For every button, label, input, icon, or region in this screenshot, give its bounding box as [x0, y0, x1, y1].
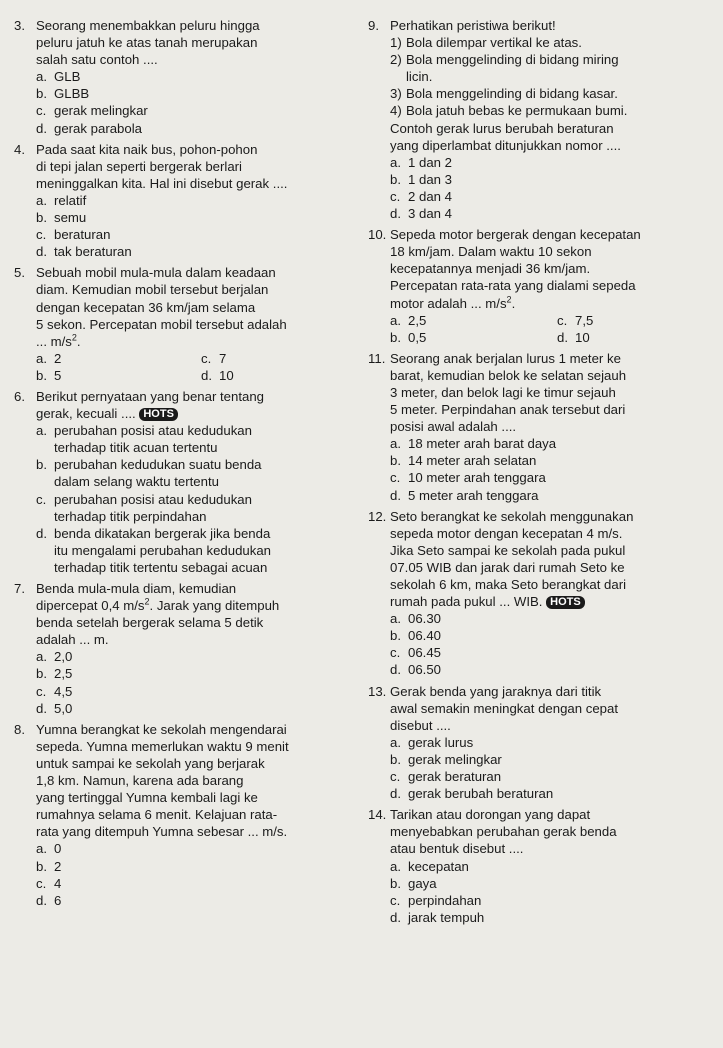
question-line: peluru jatuh ke atas tanah merupakan — [36, 35, 258, 51]
option-key: b. — [390, 751, 401, 767]
option-c[interactable] — [390, 644, 714, 661]
option-text: 1 dan 3 — [408, 171, 452, 187]
option-line: dalam selang waktu tertentu — [54, 474, 219, 490]
question-11 — [368, 350, 714, 504]
question-line: salah satu contoh .... — [36, 52, 158, 68]
options — [36, 68, 356, 136]
question-number: 14. — [368, 807, 387, 823]
option-key: b. — [390, 171, 401, 187]
options — [390, 734, 714, 802]
option-key: a. — [36, 841, 47, 857]
question-14 — [368, 806, 714, 926]
option-key: a. — [390, 858, 401, 874]
option-a[interactable] — [390, 610, 714, 627]
option-text: perpindahan — [408, 892, 482, 908]
option-c[interactable] — [36, 875, 356, 892]
option-b[interactable] — [36, 456, 356, 490]
question-number: 10. — [368, 227, 387, 243]
option-key: d. — [390, 206, 401, 222]
question-line: di tepi jalan seperti bergerak berlari — [36, 158, 242, 174]
question-number: 4. — [14, 141, 25, 157]
option-c[interactable] — [36, 226, 356, 243]
question-line: sepeda motor dengan kecepatan 4 m/s. — [390, 525, 623, 541]
option-key: b. — [36, 666, 47, 682]
question-number: 7. — [14, 581, 25, 596]
option-b[interactable] — [390, 875, 714, 892]
option-text: 7 — [219, 350, 227, 366]
option-d[interactable] — [36, 525, 356, 576]
question-line: awal semakin meningkat dengan cepat — [390, 700, 618, 716]
option-text: tak beraturan — [54, 244, 132, 260]
question-line: Sepeda motor bergerak dengan kecepatan — [390, 227, 641, 243]
question-3 — [14, 17, 356, 137]
option-b[interactable] — [36, 367, 191, 384]
option-text: gaya — [408, 875, 437, 891]
question-number: 12. — [368, 508, 387, 524]
option-b[interactable] — [390, 329, 547, 346]
question-line — [36, 333, 356, 350]
question-line: sepeda. Yumna memerlukan waktu 9 menit — [36, 738, 289, 754]
question-line: Yumna berangkat ke sekolah mengendarai — [36, 721, 287, 737]
options — [36, 192, 356, 260]
option-key: a. — [390, 154, 401, 170]
statement — [390, 51, 714, 85]
option-text: 0,5 — [408, 329, 427, 345]
option-text: 2 — [54, 858, 62, 874]
question-line — [390, 295, 714, 312]
question-text — [390, 350, 714, 435]
question-line: 18 km/jam. Dalam waktu 10 sekon — [390, 244, 592, 260]
option-text — [54, 491, 356, 525]
question-line: benda setelah bergerak selama 5 detik — [36, 615, 264, 631]
hots-badge: HOTS — [139, 408, 178, 421]
option-text: 2 — [54, 350, 62, 366]
question-line: menyebabkan perubahan gerak benda — [390, 824, 617, 840]
text-fragment: . — [511, 295, 516, 311]
options — [36, 840, 356, 908]
option-key: d. — [390, 786, 401, 802]
option-key: a. — [390, 734, 401, 750]
options — [390, 154, 714, 222]
question-line: dengan kecepatan 36 km/jam selama — [36, 299, 256, 315]
question-text — [390, 683, 714, 734]
statement-key: 2) — [390, 52, 402, 68]
option-line: terhadap titik tertentu sebagai acuan — [54, 559, 268, 575]
option-key: c. — [557, 312, 568, 328]
question-line — [36, 405, 356, 422]
option-line: terhadap titik acuan tertentu — [54, 440, 218, 456]
question-line: Benda mula-mula diam, kemudian — [36, 581, 237, 596]
option-line: terhadap titik perpindahan — [54, 508, 207, 524]
question-line: adalah ... m. — [36, 632, 109, 648]
option-key: a. — [390, 436, 401, 452]
option-text: jarak tempuh — [408, 909, 485, 925]
option-key: a. — [36, 69, 47, 85]
option-key: b. — [390, 329, 401, 345]
option-text: 7,5 — [575, 312, 594, 328]
question-text — [36, 388, 356, 422]
question-text — [390, 226, 714, 311]
option-key: c. — [36, 103, 47, 119]
question-text — [390, 806, 714, 857]
options — [36, 350, 356, 384]
option-text: gerak parabola — [54, 120, 142, 136]
question-line: rumahnya selama 6 menit. Kelajuan rata- — [36, 807, 278, 823]
question-line: sekolah 6 km, maka Seto berangkat dari — [390, 577, 627, 592]
option-key: c. — [201, 350, 212, 366]
question-text — [36, 580, 356, 648]
question-line: Contoh gerak lurus berubah beraturan — [390, 120, 614, 136]
question-number: 11. — [368, 350, 386, 366]
statement-line: Bola menggelinding di bidang miring — [406, 52, 619, 68]
option-text: semu — [54, 210, 87, 226]
statement-line: licin. — [406, 69, 433, 85]
question-text — [36, 17, 356, 68]
question-line: Pada saat kita naik bus, pohon-pohon — [36, 141, 258, 157]
question-line: 3 meter, dan belok lagi ke timur sejauh — [390, 384, 616, 400]
question-line: diam. Kemudian mobil tersebut berjalan — [36, 282, 269, 298]
question-line — [36, 597, 356, 614]
option-text: 0 — [54, 841, 62, 857]
statement — [390, 85, 714, 102]
statement-key: 1) — [390, 35, 402, 51]
options — [390, 858, 714, 926]
superscript: 2 — [506, 294, 512, 305]
option-key: d. — [36, 244, 47, 260]
option-key: d. — [201, 367, 212, 383]
option-b[interactable] — [36, 85, 356, 102]
option-b[interactable] — [36, 665, 356, 682]
option-a[interactable] — [36, 68, 356, 85]
option-b[interactable] — [36, 858, 356, 875]
option-text: beraturan — [54, 227, 111, 243]
question-number: 6. — [14, 388, 25, 404]
option-a[interactable] — [36, 192, 356, 209]
question-text — [390, 120, 714, 154]
text-fragment: rumah pada pukul ... WIB. — [390, 594, 543, 610]
question-line: Percepatan rata-rata yang dialami sepeda — [390, 278, 636, 294]
statement — [390, 34, 714, 51]
option-key: b. — [390, 453, 401, 469]
question-line: yang diperlambat ditunjukkan nomor .... — [390, 137, 621, 153]
option-text: kecepatan — [408, 858, 469, 874]
question-line: 5 sekon. Percepatan mobil tersebut adalah — [36, 316, 287, 332]
option-a[interactable] — [390, 154, 714, 171]
question-line: untuk sampai ke sekolah yang berjarak — [36, 755, 265, 771]
statement-text — [406, 51, 714, 85]
option-text: gerak melingkar — [54, 103, 148, 119]
option-text: 5,0 — [54, 700, 73, 716]
option-d[interactable] — [36, 120, 356, 137]
text-fragment: ... m/s — [36, 333, 72, 349]
question-line: Seto berangkat ke sekolah menggunakan — [390, 508, 634, 524]
question-text — [36, 141, 356, 192]
question-line: yang tertinggal Yumna kembali lagi ke — [36, 790, 258, 806]
question-line: kecepatannya menjadi 36 km/jam. — [390, 261, 591, 277]
option-text: 5 — [54, 367, 62, 383]
question-13 — [368, 683, 714, 803]
option-text: 2,5 — [408, 312, 427, 328]
option-c[interactable] — [390, 188, 714, 205]
option-line: perubahan kedudukan suatu benda — [54, 457, 262, 473]
option-text: 3 dan 4 — [408, 206, 452, 222]
question-line — [390, 593, 714, 610]
question-6 — [14, 388, 356, 576]
option-line: perubahan posisi atau kedudukan — [54, 491, 252, 507]
option-key: c. — [36, 683, 47, 699]
option-text: 4,5 — [54, 683, 73, 699]
question-line: disebut .... — [390, 717, 451, 733]
option-d[interactable] — [36, 700, 356, 717]
option-text: GLBB — [54, 86, 90, 102]
option-key: a. — [36, 649, 47, 665]
option-text: 4 — [54, 875, 62, 891]
option-key: c. — [390, 470, 401, 486]
question-7 — [14, 580, 356, 717]
question-line: Perhatikan peristiwa berikut! — [390, 18, 556, 33]
text-fragment: . — [76, 333, 81, 349]
question-number: 3. — [14, 18, 25, 33]
option-key: b. — [36, 210, 47, 226]
question-line: atau bentuk disebut .... — [390, 841, 524, 857]
options — [390, 312, 714, 346]
option-a[interactable] — [36, 422, 356, 456]
option-b[interactable] — [390, 627, 714, 644]
option-c[interactable] — [390, 768, 714, 785]
option-d[interactable] — [201, 367, 356, 384]
option-a[interactable] — [390, 734, 714, 751]
option-a[interactable] — [36, 840, 356, 857]
option-d[interactable] — [390, 205, 714, 222]
right-column — [368, 17, 714, 930]
option-b[interactable] — [36, 209, 356, 226]
option-text: 2,0 — [54, 649, 73, 665]
option-key: d. — [557, 329, 568, 345]
option-c[interactable] — [201, 350, 356, 367]
option-c[interactable] — [36, 683, 356, 700]
option-text: 10 meter arah tenggara — [408, 470, 546, 486]
option-text: 10 — [575, 329, 590, 345]
option-key: d. — [36, 525, 47, 541]
option-line: itu mengalami perubahan kedudukan — [54, 542, 272, 558]
question-line: rata yang ditempuh Yumna sebesar ... m/s. — [36, 824, 288, 840]
option-c[interactable] — [557, 312, 714, 329]
hots-badge: HOTS — [546, 596, 585, 609]
option-text: 06.40 — [408, 628, 442, 644]
question-4 — [14, 141, 356, 261]
text-fragment: dipercepat 0,4 m/s — [36, 598, 145, 614]
question-line: meninggalkan kita. Hal ini disebut gerak .... — [36, 175, 288, 191]
option-key: b. — [36, 457, 47, 473]
option-a[interactable] — [390, 858, 714, 875]
option-key: c. — [390, 892, 401, 908]
option-text: gerak lurus — [408, 734, 474, 750]
question-number: 5. — [14, 265, 25, 281]
question-line: 5 meter. Perpindahan anak tersebut dari — [390, 402, 626, 418]
option-key: a. — [36, 192, 47, 208]
text-fragment: motor adalah ... m/s — [390, 295, 507, 311]
option-key: d. — [390, 909, 401, 925]
text-fragment: gerak, kecuali .... — [36, 406, 136, 422]
option-text: gerak melingkar — [408, 751, 502, 767]
statement-key: 3) — [390, 86, 402, 102]
option-a[interactable] — [36, 648, 356, 665]
option-a[interactable] — [36, 350, 191, 367]
text-fragment: . Jarak yang ditempuh — [149, 598, 280, 614]
option-d[interactable] — [390, 487, 714, 504]
options — [390, 435, 714, 503]
option-key: c. — [390, 769, 401, 785]
option-key: c. — [390, 645, 401, 661]
question-text — [36, 721, 356, 841]
question-line: Seorang menembakkan peluru hingga — [36, 18, 260, 33]
statement-text: Bola dilempar vertikal ke atas. — [406, 35, 582, 51]
question-line: 07.05 WIB dan jarak dari rumah Seto ke — [390, 559, 625, 575]
question-text — [390, 17, 714, 34]
question-5 — [14, 264, 356, 384]
statement-key: 4) — [390, 103, 402, 119]
option-text: relatif — [54, 192, 87, 208]
question-12 — [368, 508, 714, 679]
question-line: Gerak benda yang jaraknya dari titik — [390, 683, 602, 699]
option-key: c. — [36, 875, 47, 891]
option-line: benda dikatakan bergerak jika benda — [54, 525, 271, 541]
option-text: 6 — [54, 892, 62, 908]
option-c[interactable] — [36, 491, 356, 525]
option-text: 06.50 — [408, 662, 442, 678]
option-text — [54, 422, 356, 456]
options — [390, 610, 714, 678]
option-text — [54, 456, 356, 490]
option-b[interactable] — [390, 171, 714, 188]
option-c[interactable] — [390, 469, 714, 486]
option-line: perubahan posisi atau kedudukan — [54, 423, 252, 439]
question-number: 9. — [368, 18, 379, 33]
option-text: 14 meter arah selatan — [408, 453, 537, 469]
option-text: 06.45 — [408, 645, 442, 661]
option-text: gerak beraturan — [408, 769, 502, 785]
option-key: a. — [390, 312, 401, 328]
option-key: d. — [36, 892, 47, 908]
option-text: 18 meter arah barat daya — [408, 436, 557, 452]
option-b[interactable] — [390, 452, 714, 469]
option-c[interactable] — [36, 102, 356, 119]
left-column — [14, 17, 356, 913]
option-a[interactable] — [390, 435, 714, 452]
option-c[interactable] — [390, 892, 714, 909]
option-text: GLB — [54, 69, 81, 85]
question-line: 1,8 km. Namun, karena ada barang — [36, 773, 244, 789]
option-key: d. — [36, 120, 47, 136]
superscript: 2 — [144, 596, 150, 607]
option-key: c. — [36, 227, 47, 243]
option-key: d. — [36, 700, 47, 716]
option-key: b. — [390, 628, 401, 644]
option-d[interactable] — [557, 329, 714, 346]
option-key: b. — [36, 367, 47, 383]
superscript: 2 — [71, 332, 77, 343]
option-key: c. — [36, 491, 47, 507]
question-line: barat, kemudian belok ke selatan sejauh — [390, 367, 627, 383]
question-line: Seorang anak berjalan lurus 1 meter ke — [390, 350, 621, 366]
statement — [390, 102, 714, 119]
option-text: 2 dan 4 — [408, 188, 452, 204]
question-number: 8. — [14, 721, 25, 737]
option-a[interactable] — [390, 312, 547, 329]
option-text: 1 dan 2 — [408, 154, 452, 170]
option-text: 06.30 — [408, 611, 442, 627]
question-8 — [14, 721, 356, 909]
option-b[interactable] — [390, 751, 714, 768]
option-key: c. — [390, 188, 401, 204]
statement-text: Bola menggelinding di bidang kasar. — [406, 86, 618, 102]
option-text — [54, 525, 356, 576]
option-text: gerak berubah beraturan — [408, 786, 554, 802]
option-key: d. — [390, 487, 401, 503]
option-d[interactable] — [390, 909, 714, 926]
question-9 — [368, 17, 714, 222]
option-key: a. — [36, 423, 47, 439]
question-text — [390, 508, 714, 611]
question-line: posisi awal adalah .... — [390, 419, 517, 435]
statement-list — [390, 34, 714, 119]
option-key: a. — [390, 611, 401, 627]
option-key: d. — [390, 662, 401, 678]
option-text: 2,5 — [54, 666, 73, 682]
options — [36, 648, 356, 716]
option-text: 5 meter arah tenggara — [408, 487, 539, 503]
question-number: 13. — [368, 683, 387, 699]
options — [36, 422, 356, 576]
option-d[interactable] — [390, 661, 714, 678]
option-d[interactable] — [390, 785, 714, 802]
question-line: Berikut pernyataan yang benar tentang — [36, 388, 265, 404]
question-text — [36, 264, 356, 349]
statement-text: Bola jatuh bebas ke permukaan bumi. — [406, 103, 628, 119]
option-key: b. — [36, 858, 47, 874]
option-d[interactable] — [36, 892, 356, 909]
option-text: 10 — [219, 367, 234, 383]
option-key: a. — [36, 350, 47, 366]
option-key: b. — [390, 875, 401, 891]
question-line: Jika Seto sampai ke sekolah pada pukul — [390, 542, 626, 558]
option-key: b. — [36, 86, 47, 102]
question-10 — [368, 226, 714, 346]
question-line: Tarikan atau dorongan yang dapat — [390, 807, 591, 823]
question-line: Sebuah mobil mula-mula dalam keadaan — [36, 265, 276, 281]
option-d[interactable] — [36, 243, 356, 260]
